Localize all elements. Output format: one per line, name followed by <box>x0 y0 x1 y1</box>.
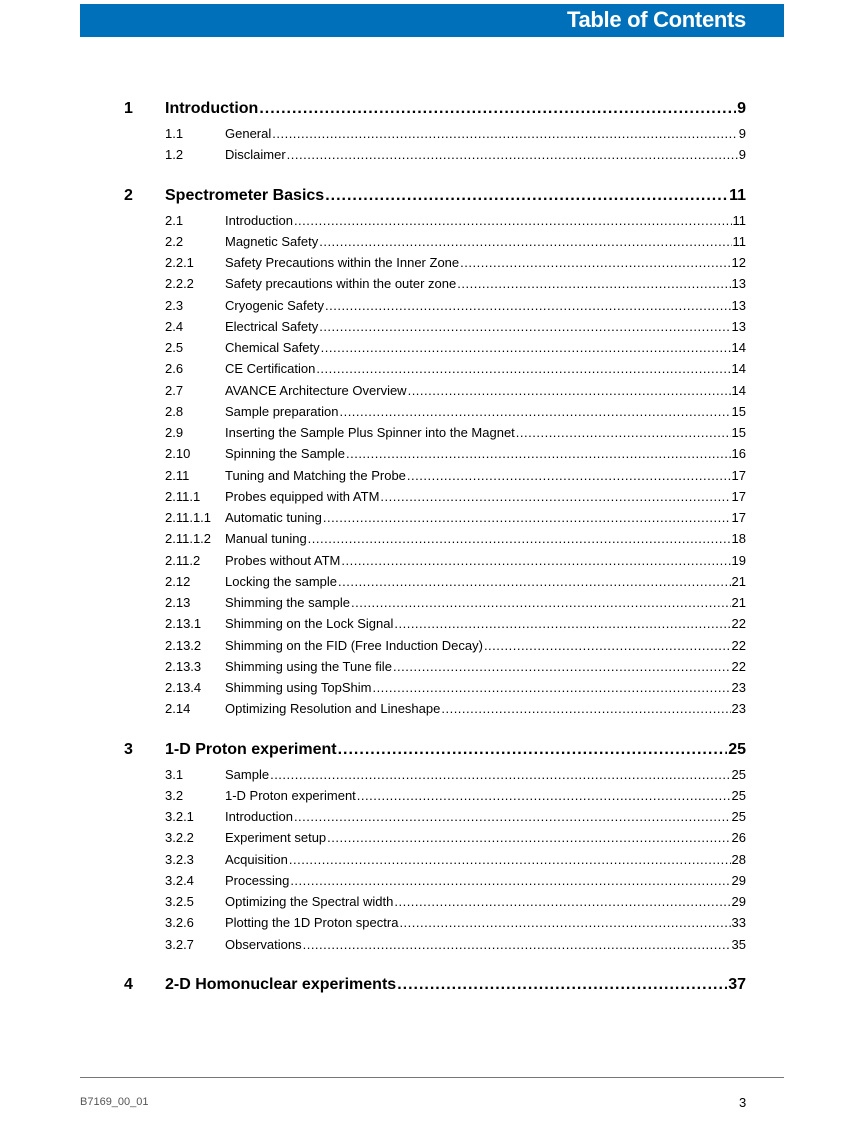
entry-number: 3.1 <box>165 766 184 782</box>
entry-title: Safety precautions within the outer zone <box>225 276 457 292</box>
entry-page-number: 25 <box>731 787 746 803</box>
footer-divider <box>80 1077 784 1078</box>
entry-title: Disclaimer <box>225 147 286 163</box>
toc-entry[interactable] <box>0 698 844 719</box>
toc-entry[interactable] <box>0 677 844 698</box>
toc-chapter <box>0 100 844 166</box>
dot-leader <box>394 613 730 634</box>
entry-title: Inserting the Sample Plus Spinner into the Magnet <box>225 425 515 440</box>
entry-number: 2.11.2 <box>165 552 201 568</box>
entry-title: Probes without ATM <box>225 552 341 568</box>
dot-leader <box>484 635 731 656</box>
entry-number: 2.14 <box>165 701 191 717</box>
entry-page-number: 14 <box>731 361 746 377</box>
entry-number: 2.13.2 <box>165 637 202 653</box>
dot-leader <box>327 827 730 848</box>
toc-entry[interactable] <box>0 592 844 613</box>
entry-title: Shimming on the Lock Signal <box>225 616 394 632</box>
entry-number: 2.4 <box>165 318 184 334</box>
chapter-title: Introduction <box>165 100 259 117</box>
toc-entry[interactable] <box>0 358 844 379</box>
toc-entry[interactable] <box>0 571 844 592</box>
dot-leader <box>408 380 731 401</box>
dot-leader <box>316 358 730 379</box>
dot-leader <box>394 891 730 912</box>
page-title: Table of Contents <box>566 7 746 32</box>
dot-leader <box>393 656 731 677</box>
chapter-title: Spectrometer Basics <box>165 186 325 204</box>
entry-title: Optimizing the Spectral width <box>225 894 394 909</box>
entry-title: Automatic tuning <box>225 510 322 525</box>
entry-title: Chemical Safety <box>225 340 320 355</box>
entry-page-number: 22 <box>731 637 746 653</box>
dot-leader <box>272 123 738 144</box>
toc-entry[interactable] <box>0 123 844 144</box>
entry-number: 2.13.3 <box>165 658 202 674</box>
entry-number: 2.8 <box>165 403 184 419</box>
dot-leader <box>372 677 730 698</box>
dot-leader <box>338 571 731 592</box>
toc-entry[interactable] <box>0 316 844 337</box>
toc-entry[interactable] <box>0 252 844 273</box>
toc-entry[interactable] <box>0 295 844 316</box>
entry-title: Sample preparation <box>225 403 339 419</box>
entry-number: 3.2.7 <box>165 936 194 952</box>
entry-title: General <box>225 126 272 141</box>
dot-leader <box>351 592 731 613</box>
toc-entry[interactable] <box>0 550 844 571</box>
entry-title: Acquisition <box>225 851 288 867</box>
chapter-number: 2 <box>124 186 133 204</box>
entry-page-number: 28 <box>731 851 746 867</box>
toc-entry[interactable] <box>0 891 844 912</box>
dot-leader <box>341 550 730 571</box>
toc-entry[interactable] <box>0 507 844 528</box>
entry-page-number: 13 <box>731 297 746 313</box>
entry-title: Optimizing Resolution and Lineshape <box>225 701 441 717</box>
entry-number: 2.6 <box>165 361 184 377</box>
entry-number: 3.2.4 <box>165 872 194 888</box>
chapter-page-number: 11 <box>729 186 746 204</box>
entry-page-number: 21 <box>731 595 746 610</box>
entry-title: Magnetic Safety <box>225 233 319 249</box>
chapter-number: 1 <box>124 100 133 117</box>
entry-title: Safety Precautions within the Inner Zone <box>225 255 460 270</box>
dot-leader <box>460 252 730 273</box>
entry-page-number: 29 <box>731 894 746 909</box>
entry-title: CE Certification <box>225 361 316 377</box>
entry-title: Experiment setup <box>225 830 327 846</box>
dot-leader <box>321 337 731 358</box>
toc-chapter <box>0 976 844 999</box>
toc-entry[interactable] <box>0 231 844 252</box>
toc-entry[interactable] <box>0 443 844 464</box>
dot-leader <box>259 100 736 118</box>
entry-title: Introduction <box>225 212 293 228</box>
chapter-number: 3 <box>124 740 133 758</box>
dot-leader <box>380 486 730 507</box>
entry-number: 2.11.1.1 <box>165 510 212 525</box>
entry-title: Shimming using the Tune file <box>225 658 392 674</box>
entry-number: 2.13.1 <box>165 616 202 632</box>
toc-entry[interactable] <box>0 144 844 165</box>
entry-number: 3.2.6 <box>165 915 194 931</box>
entry-number: 3.2.1 <box>165 809 194 824</box>
dot-leader <box>399 912 730 933</box>
entry-number: 2.5 <box>165 340 184 355</box>
entry-page-number: 35 <box>731 936 746 952</box>
entry-title: 1-D Proton experiment <box>225 787 356 803</box>
dot-leader <box>339 401 730 422</box>
entry-title: Sample <box>225 766 270 782</box>
toc-entry[interactable] <box>0 401 844 422</box>
toc-chapter <box>0 187 844 720</box>
entry-title: Plotting the 1D Proton spectra <box>225 915 399 931</box>
entry-page-number: 25 <box>731 809 746 824</box>
toc-entry[interactable] <box>0 273 844 294</box>
toc-entry[interactable] <box>0 934 844 955</box>
dot-leader <box>319 316 730 337</box>
entry-number: 2.12 <box>165 573 191 589</box>
entry-title: Spinning the Sample <box>225 446 345 462</box>
entry-page-number: 17 <box>731 510 746 525</box>
toc-entry[interactable] <box>0 486 844 507</box>
entry-page-number: 15 <box>731 425 746 440</box>
entry-page-number: 21 <box>731 573 746 589</box>
entry-number: 2.7 <box>165 382 184 398</box>
entry-page-number: 14 <box>731 340 746 355</box>
footer-page-number: 3 <box>739 1095 747 1110</box>
entry-page-number: 17 <box>731 488 746 504</box>
entry-number: 2.10 <box>165 446 191 462</box>
toc-entry[interactable] <box>0 912 844 933</box>
toc-chapter-entry[interactable] <box>0 187 844 210</box>
dot-leader <box>325 187 728 205</box>
toc-entry[interactable] <box>0 849 844 870</box>
entry-page-number: 9 <box>738 126 746 141</box>
dot-leader <box>338 741 728 759</box>
entry-page-number: 14 <box>731 382 746 398</box>
entry-title: Observations <box>225 936 302 952</box>
entry-title: Introduction <box>225 809 293 824</box>
dot-leader <box>290 870 730 891</box>
entry-page-number: 23 <box>731 680 746 695</box>
entry-page-number: 15 <box>731 403 746 419</box>
entry-page-number: 22 <box>731 658 746 674</box>
entry-page-number: 19 <box>731 552 746 568</box>
dot-leader <box>319 231 731 252</box>
entry-title: Electrical Safety <box>225 318 319 334</box>
entry-number: 3.2.3 <box>165 851 194 867</box>
entry-number: 2.3 <box>165 297 184 313</box>
dot-leader <box>303 934 731 955</box>
entry-page-number: 17 <box>731 467 746 483</box>
toc-chapter-entry[interactable] <box>0 741 844 764</box>
entry-page-number: 9 <box>738 147 746 163</box>
dot-leader <box>397 976 727 994</box>
entry-title: Shimming the sample <box>225 595 350 610</box>
entry-page-number: 22 <box>731 616 746 632</box>
entry-title: Probes equipped with ATM <box>225 488 380 504</box>
entry-number: 3.2.2 <box>165 830 194 846</box>
entry-page-number: 11 <box>732 212 746 228</box>
toc-entry[interactable] <box>0 613 844 634</box>
table-of-contents <box>0 100 844 999</box>
entry-number: 2.11 <box>165 467 190 483</box>
entry-number: 2.13.4 <box>165 680 202 695</box>
entry-page-number: 11 <box>732 233 746 249</box>
entry-title: Shimming using TopShim <box>225 680 372 695</box>
toc-entry[interactable] <box>0 806 844 827</box>
dot-leader <box>457 273 730 294</box>
toc-entry[interactable] <box>0 656 844 677</box>
chapter-page-number: 37 <box>728 975 746 993</box>
toc-entry[interactable] <box>0 764 844 785</box>
entry-page-number: 26 <box>731 830 746 846</box>
entry-number: 2.2.1 <box>165 255 194 270</box>
entry-number: 3.2.5 <box>165 894 194 909</box>
toc-chapter-entry[interactable] <box>0 100 844 123</box>
entry-number: 2.11.1.2 <box>165 531 212 547</box>
entry-number: 2.2.2 <box>165 276 194 292</box>
dot-leader <box>289 849 731 870</box>
entry-page-number: 16 <box>731 446 746 462</box>
toc-entry[interactable] <box>0 210 844 231</box>
dot-leader <box>287 144 738 165</box>
chapter-title: 2-D Homonuclear experiments <box>165 975 397 993</box>
entry-page-number: 12 <box>731 255 746 270</box>
header-banner <box>80 4 784 37</box>
toc-entry[interactable] <box>0 870 844 891</box>
toc-entry[interactable] <box>0 422 844 443</box>
dot-leader <box>407 465 731 486</box>
toc-entry[interactable] <box>0 528 844 549</box>
chapter-page-number: 25 <box>728 740 746 758</box>
entry-number: 1.1 <box>165 126 184 141</box>
entry-number: 2.9 <box>165 425 184 440</box>
entry-number: 2.2 <box>165 233 184 249</box>
dot-leader <box>308 528 731 549</box>
toc-entry[interactable] <box>0 465 844 486</box>
entry-number: 2.1 <box>165 212 184 228</box>
dot-leader <box>294 210 732 231</box>
toc-entry[interactable] <box>0 380 844 401</box>
toc-entry[interactable] <box>0 337 844 358</box>
toc-entry[interactable] <box>0 635 844 656</box>
entry-title: Locking the sample <box>225 573 338 589</box>
toc-chapter <box>0 741 844 955</box>
entry-number: 1.2 <box>165 147 184 163</box>
dot-leader <box>323 507 731 528</box>
chapter-number: 4 <box>124 975 133 993</box>
entry-page-number: 33 <box>731 915 746 931</box>
entry-title: Manual tuning <box>225 531 307 547</box>
dot-leader <box>357 785 731 806</box>
entry-page-number: 18 <box>731 531 746 547</box>
entry-title: Processing <box>225 872 290 888</box>
dot-leader <box>270 764 730 785</box>
entry-page-number: 13 <box>731 318 746 334</box>
dot-leader <box>346 443 731 464</box>
entry-title: AVANCE Architecture Overview <box>225 382 407 398</box>
footer-document-id: B7169_00_01 <box>80 1096 149 1108</box>
entry-number: 3.2 <box>165 787 184 803</box>
entry-page-number: 23 <box>731 701 746 717</box>
toc-entry[interactable] <box>0 785 844 806</box>
entry-page-number: 29 <box>731 872 746 888</box>
entry-number: 2.13 <box>165 595 191 610</box>
toc-entry[interactable] <box>0 827 844 848</box>
dot-leader <box>325 295 731 316</box>
dot-leader <box>294 806 731 827</box>
dot-leader <box>441 698 730 719</box>
entry-page-number: 13 <box>731 276 746 292</box>
entry-title: Tuning and Matching the Probe <box>225 467 406 483</box>
dot-leader <box>516 422 731 443</box>
entry-number: 2.11.1 <box>165 488 201 504</box>
entry-page-number: 25 <box>731 766 746 782</box>
chapter-page-number: 9 <box>737 100 746 117</box>
toc-chapter-entry[interactable] <box>0 976 844 999</box>
entry-title: Shimming on the FID (Free Induction Decay) <box>225 637 483 653</box>
entry-title: Cryogenic Safety <box>225 297 324 313</box>
chapter-title: 1-D Proton experiment <box>165 740 337 758</box>
